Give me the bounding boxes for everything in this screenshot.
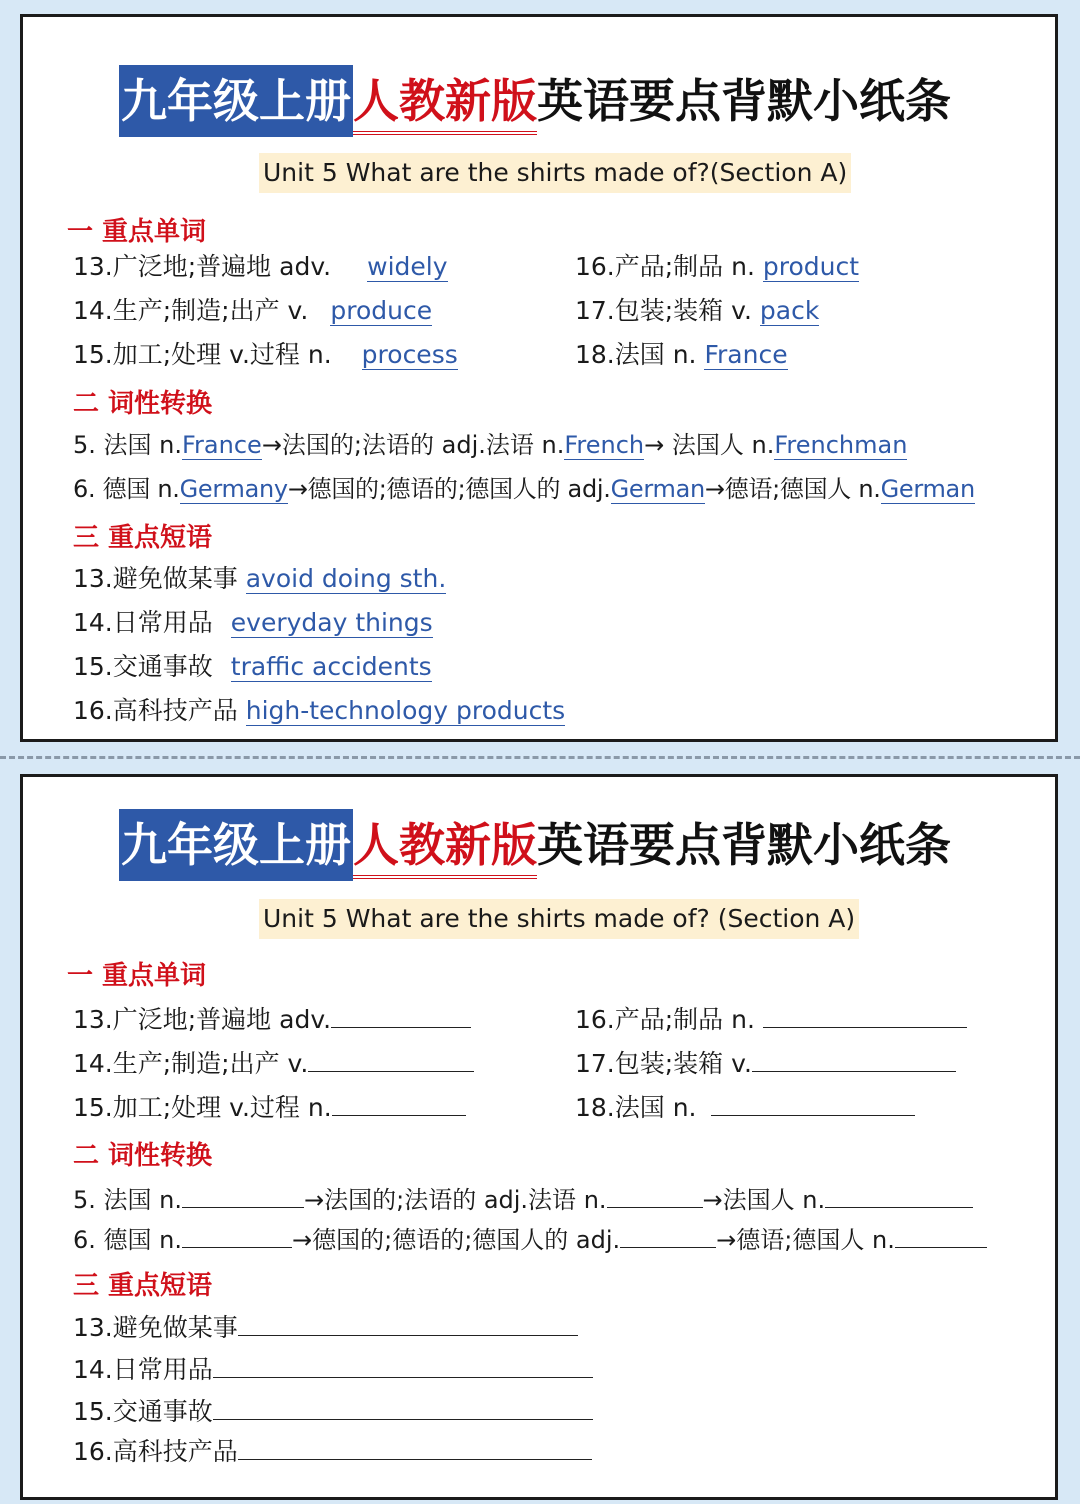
answer: produce — [330, 296, 433, 325]
phrase-row: 16.高科技产品 high-technology products — [73, 696, 566, 725]
sheet-title — [119, 809, 951, 881]
answer: widely — [367, 252, 448, 281]
word-row: 16.产品;制品 n. product — [575, 252, 860, 281]
title-topic: 英语要点背默小纸条 — [537, 74, 951, 128]
phrase-row: 16.高科技产品 — [73, 1433, 592, 1468]
word-row: 16.产品;制品 n. — [575, 1001, 967, 1036]
conversion-row: 5. 法国 n.France→法国的;法语的 adj.法语 n.French→ 法国人 n.Frenchman — [73, 431, 908, 459]
phrase-row: 14.日常用品 everyday things — [73, 608, 433, 637]
word-row: 17.包装;装箱 v. — [575, 1045, 956, 1080]
section-word-forms: 二 词性转换 — [73, 389, 213, 419]
phrase-row: 13.避免做某事 avoid doing sth. — [73, 564, 447, 593]
word-row: 14.生产;制造;出产 v. produce — [73, 296, 433, 325]
conversion-row: 5. 法国 n. →法国的;法语的 adj.法语 n. →法国人 n. — [73, 1181, 973, 1216]
section-key-phrases: 三 重点短语 — [73, 523, 213, 553]
word-row: 14.生产;制造;出产 v. — [73, 1045, 474, 1080]
section-key-words: 一 重点单词 — [67, 217, 207, 247]
word-row: 13.广泛地;普遍地 adv. widely — [73, 252, 448, 281]
answer: process — [361, 340, 458, 369]
word-row: 15.加工;处理 v.过程 n. process — [73, 340, 458, 369]
title-grade: 九年级上册 — [119, 65, 353, 137]
sheet-title — [119, 65, 951, 137]
section-key-phrases: 三 重点短语 — [73, 1271, 213, 1301]
answer-sheet — [20, 14, 1058, 742]
word-row: 18.法国 n. — [575, 1089, 915, 1124]
answer: France — [704, 340, 788, 369]
section-key-words: 一 重点单词 — [67, 961, 207, 991]
title-topic: 英语要点背默小纸条 — [537, 818, 951, 872]
word-row: 13.广泛地;普遍地 adv. — [73, 1001, 471, 1036]
unit-label: Unit 5 What are the shirts made of? (Section A) — [259, 899, 859, 939]
phrase-row: 14.日常用品 — [73, 1351, 593, 1386]
title-grade: 九年级上册 — [119, 809, 353, 881]
answer: product — [762, 252, 860, 281]
blank-sheet — [20, 774, 1058, 1500]
word-row: 18.法国 n. France — [575, 340, 788, 369]
answer: pack — [759, 296, 820, 325]
unit-label: Unit 5 What are the shirts made of?(Section A) — [259, 153, 851, 193]
word-row: 15.加工;处理 v.过程 n. — [73, 1089, 466, 1124]
conversion-row: 6. 德国 n.Germany→德国的;德语的;德国人的 adj.German→德语;德国人 n.German — [73, 475, 975, 503]
phrase-row: 15.交通事故 traffic accidents — [73, 652, 432, 681]
phrase-row: 15.交通事故 — [73, 1393, 593, 1428]
title-edition: 人教新版 — [353, 71, 537, 135]
word-row: 17.包装;装箱 v. pack — [575, 296, 820, 325]
title-edition: 人教新版 — [353, 815, 537, 879]
phrase-row: 13.避免做某事 — [73, 1309, 578, 1344]
conversion-row: 6. 德国 n. →德国的;德语的;德国人的 adj. →德语;德国人 n. — [73, 1221, 987, 1256]
cut-line — [0, 756, 1080, 759]
section-word-forms: 二 词性转换 — [73, 1141, 213, 1171]
